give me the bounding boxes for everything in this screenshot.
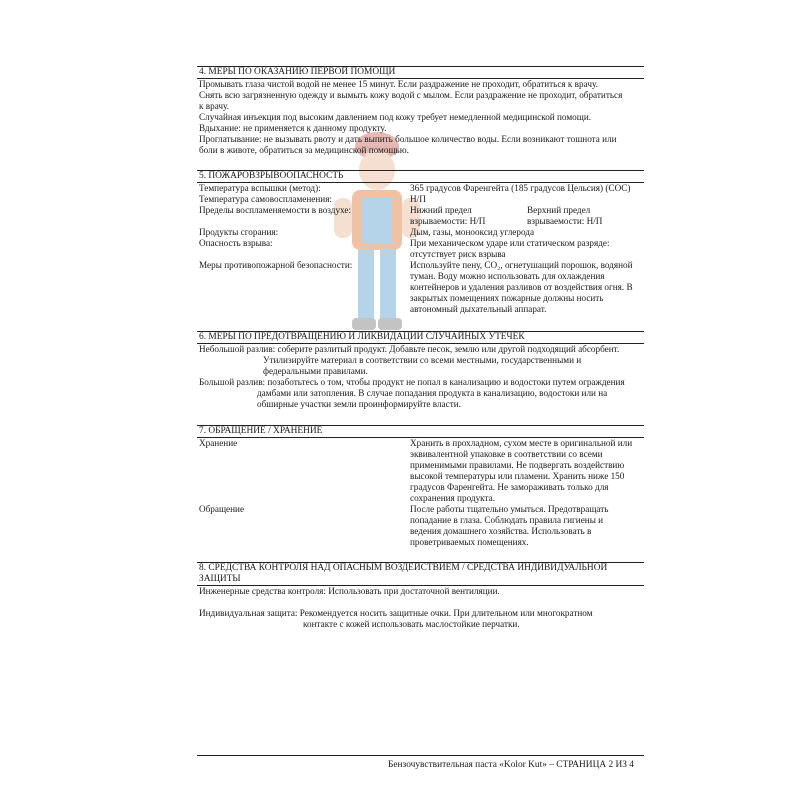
small-spill-line: федеральными правилами.: [263, 366, 368, 376]
limits-label: Пределы воспламеняемости в воздухе:: [199, 205, 352, 215]
upper-limit-1: Верхний предел: [527, 205, 591, 215]
measures-line: туман. Воду можно использовать для охлаждения: [410, 271, 605, 281]
section-title-line: 8. СРЕДСТВА КОНТРОЛЯ НАД ОПАСНЫМ ВОЗДЕЙСТВИЕМ / СРЕДСТВА ИНДИВИДУАЛЬНОЙ: [199, 563, 608, 573]
personal-protection-line: контакте с кожей использовать маслостойкие перчатки.: [303, 619, 520, 629]
section-title: 6. МЕРЫ ПО ПРЕДОТВРАЩЕНИЮ И ЛИКВИДАЦИИ СЛУЧАЙНЫХ УТЕЧЕК: [197, 331, 644, 344]
lower-limit-1: Нижний предел: [410, 205, 472, 215]
section-title: 4. МЕРЫ ПО ОКАЗАНИЮ ПЕРВОЙ ПОМОЩИ: [197, 66, 644, 79]
section-spill-measures: [197, 331, 644, 410]
large-spill-line: Большой разлив: позаботьтесь о том, чтобы продукт не попал в канализацию и водостоки путем ограждения: [199, 377, 625, 387]
measures-line: закрытых помещениях пожарные должны носить: [410, 293, 604, 303]
autoign-value: Н/П: [410, 194, 426, 204]
text-line: к врачу.: [199, 101, 229, 111]
measures-line: контейнеров и удаления разливов от воздействия огня. В: [410, 282, 633, 292]
page-footer: Бензочувствительная паста «Kolor Kut» – СТРАНИЦА 2 ИЗ 4: [388, 760, 634, 770]
small-spill-line: Утилизируйте материал в соответствии со всеми местными, государственными и: [263, 355, 582, 365]
measures-label: Меры противопожарной безопасности:: [199, 260, 353, 270]
storage-line: Хранить в прохладном, сухом месте в оригинальной или: [410, 438, 633, 448]
flash-label: Температура вспышки (метод):: [199, 183, 321, 193]
lower-limit-2: взрываемости: Н/П: [410, 216, 486, 226]
section-title: 7. ОБРАЩЕНИЕ / ХРАНЕНИЕ: [197, 425, 644, 438]
section-title: [197, 562, 644, 586]
text-line: Случайная инъекция под высоким давлением под кожу требует немедленной медицинской помощи.: [199, 112, 592, 122]
text-line: Вдыхание: не применяется к данному продукту.: [199, 123, 387, 133]
footer-rule: [197, 755, 644, 756]
upper-limit-2: взрываемости: Н/П: [527, 216, 603, 226]
measures-line: Используйте пену, CO₂, огнетушащий порошок, водяной: [410, 260, 633, 270]
combustion-label: Продукты сгорания:: [199, 227, 279, 237]
text-line: боли в животе, обратиться за медицинской помощью.: [199, 145, 409, 155]
text-line: Проглатывание: не вызывать рвоту и дать выпить большое количество воды. Если возникают тошнота или: [199, 134, 617, 144]
storage-line: высокой температуры или пламени. Хранить ниже 150: [410, 471, 625, 481]
engineering-controls: Инженерные средства контроля: Использовать при достаточной вентиляции.: [199, 586, 500, 596]
section-first-aid: [197, 66, 644, 156]
storage-line: сохранения продукта.: [410, 493, 496, 503]
measures-line: автономный дыхательный аппарат.: [410, 304, 547, 314]
handling-line: проветриваемых помещениях.: [410, 537, 529, 547]
storage-line: градусов Фаренгейта. Не замораживать только для: [410, 482, 609, 492]
autoign-label: Температура самовоспламенения:: [199, 194, 332, 204]
text-line: Снять всю загрязненную одежду и вымыть кожу водой с мылом. Если раздражение не проходит, обратиться: [199, 90, 623, 100]
storage-label: Хранение: [199, 438, 238, 448]
handling-label: Обращение: [199, 504, 245, 514]
explosion-value-1: При механическом ударе или статическом разряде:: [410, 238, 610, 248]
section-exposure-controls: [197, 562, 644, 630]
storage-line: применимыми правилами. Не подвергать воздействию: [410, 460, 625, 470]
handling-line: попадание в глаза. Соблюдать правила гигиены и: [410, 515, 604, 525]
combustion-value: Дым, газы, монооксид углерода: [410, 227, 535, 237]
flash-value: 365 градусов Фаренгейта (185 градусов Цельсия) (COC): [410, 183, 631, 193]
section-fire-hazard: [197, 170, 644, 315]
storage-line: эквивалентной упаковке в соответствии со всеми: [410, 449, 603, 459]
explosion-label: Опасность взрыва:: [199, 238, 273, 248]
large-spill-line: обширные участки земли проинформируйте власти.: [257, 399, 461, 409]
section-handling-storage: [197, 425, 644, 548]
text-line: Промывать глаза чистой водой не менее 15 минут. Если раздражение не проходит, обратиться к врачу.: [199, 79, 598, 89]
section-title-line: ЗАЩИТЫ: [199, 574, 241, 584]
large-spill-line: дамбами или затопления. В случае попадания продукта в канализацию, водостоки или на: [257, 388, 608, 398]
handling-line: После работы тщательно умыться. Предотвращать: [410, 504, 609, 514]
explosion-value-2: отсутствует риск взрыва: [410, 249, 506, 259]
handling-line: ведения домашнего хозяйства. Использовать в: [410, 526, 592, 536]
small-spill-line: Небольшой разлив: соберите разлитый продукт. Добавьте песок, землю или другой подходящий абсорбент.: [199, 344, 620, 354]
section-title: 5. ПОЖАРОВЗРЫВООПАСНОСТЬ: [197, 170, 644, 183]
personal-protection-line: Индивидуальная защита: Рекомендуется носить защитные очки. При длительном или многократном: [199, 608, 593, 618]
